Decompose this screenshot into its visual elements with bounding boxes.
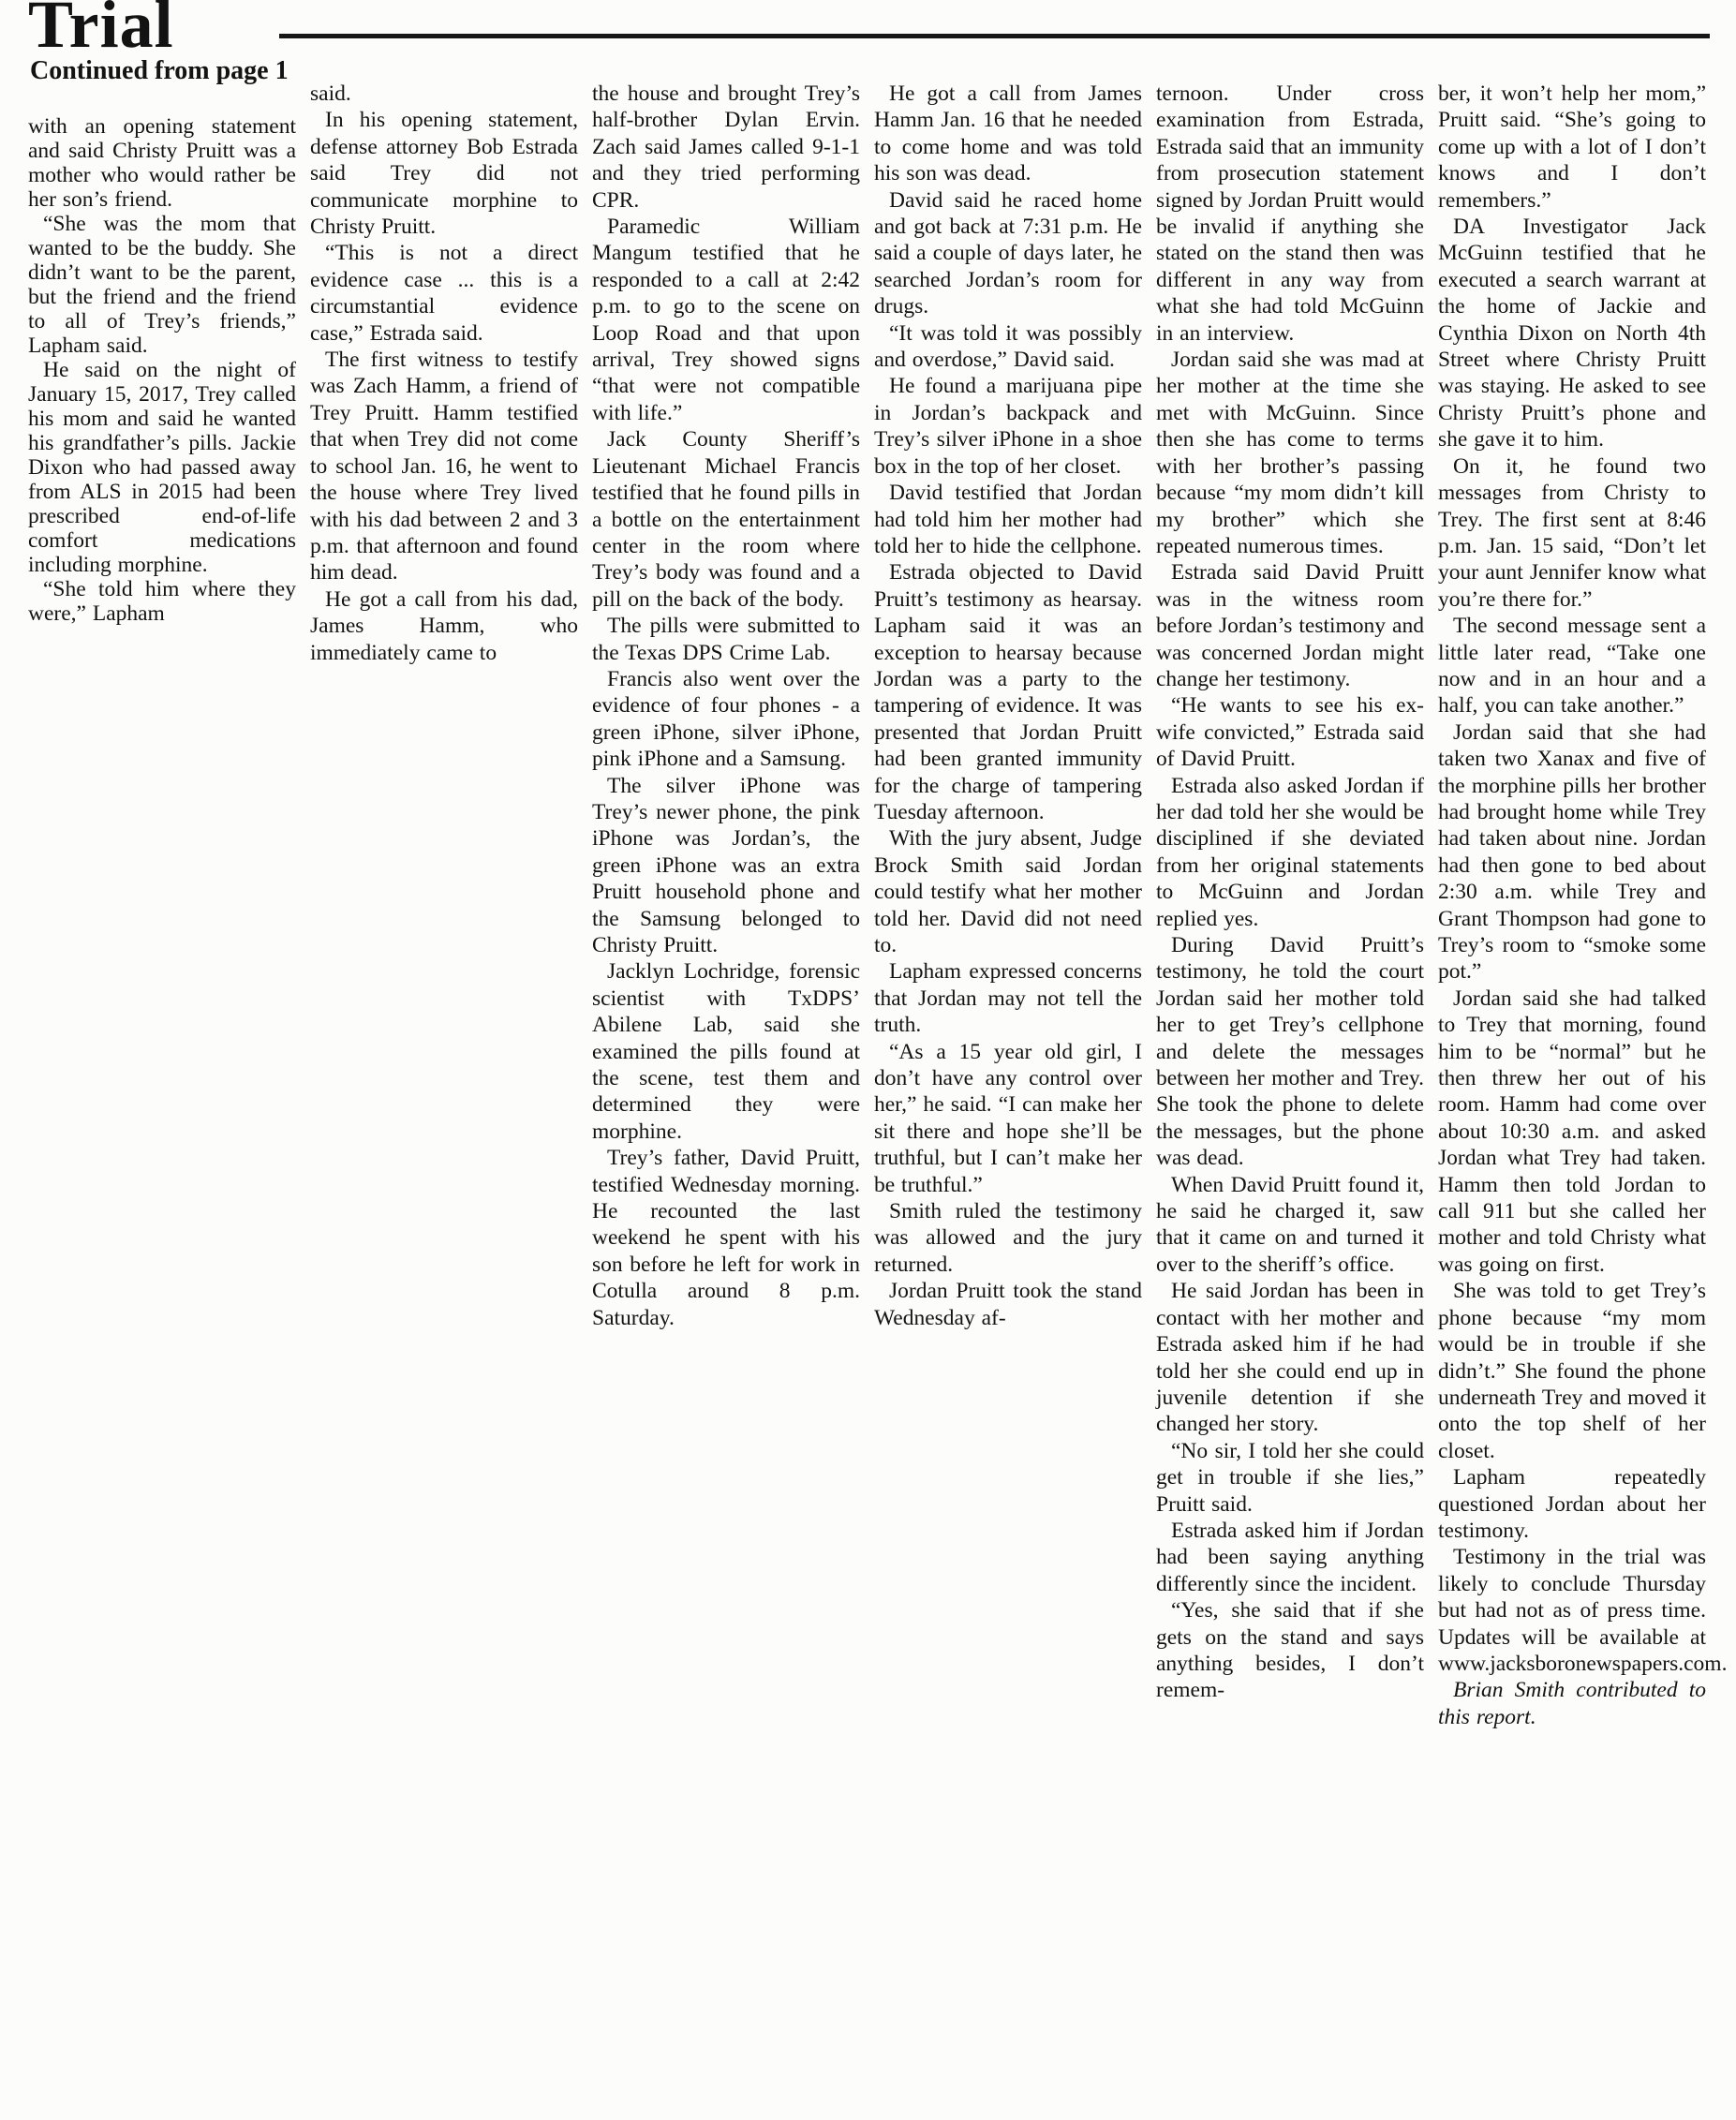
- article-columns: [28, 81, 1728, 1730]
- paragraph: Paramedic William Mangum testified that he responded to a call at 2:42 p.m. to go to the scene on Loop Road and that upon arrival, Trey showed signs “that were not compatible with life.”: [592, 215, 860, 425]
- paragraph: Estrada also asked Jordan if her dad told her she would be disciplined if she deviated from her original statements to McGuinn and Jordan replied yes.: [1156, 773, 1424, 931]
- paragraph: “She told him where they were,” Lapham: [28, 577, 296, 626]
- paragraph: “He wants to see his ex-wife convicted,” Estrada said of David Pruitt.: [1156, 693, 1424, 772]
- paragraph: “No sir, I told her she could get in trouble if she lies,” Pruitt said.: [1156, 1438, 1424, 1517]
- paragraph: DA Investigator Jack McGuinn testified that he executed a search warrant at the home of Jackie and Cynthia Dixon on North 4th Street where Christy Pruitt was staying. He asked to see Christy Pruitt’s phone and she gave it to him.: [1438, 215, 1706, 452]
- paragraph: Lapham repeatedly questioned Jordan about her testimony.: [1438, 1465, 1706, 1543]
- paragraph: Jordan said she was mad at her mother at the time she met with McGuinn. Since then she has come to terms with her brother’s passing because “my mom didn’t kill my brother” which she repeated numerous times.: [1156, 348, 1424, 558]
- article-column-2: [310, 81, 578, 666]
- paragraph: When David Pruitt found it, he said he charged it, saw that it came on and turned it over to the sheriff’s office.: [1156, 1172, 1424, 1277]
- paragraph: Estrada objected to David Pruitt’s testimony as hearsay. Lapham said it was an exception to hearsay because Jordan was a party to the tampering of evidence. It was presented that Jordan Pruitt had been granted immunity for the charge of tampering Tuesday afternoon.: [874, 560, 1142, 824]
- paragraph: Jordan Pruitt took the stand Wednesday af-: [874, 1279, 1142, 1330]
- paragraph: He got a call from James Hamm Jan. 16 that he needed to come home and was told his son was dead.: [874, 82, 1142, 186]
- paragraph: Testimony in the trial was likely to conclude Thursday but had not as of press time. Updates will be available at www.jacksboronewspapers.com.: [1438, 1545, 1728, 1676]
- article-column-3: [592, 81, 860, 1331]
- credit-line: Brian Smith contributed to this report.: [1438, 1678, 1706, 1729]
- article-headline: Trial: [28, 0, 174, 62]
- paragraph: said.: [310, 82, 351, 106]
- paragraph: “She was the mom that wanted to be the buddy. She didn’t want to be the parent, but the friend and the friend to all of Trey’s friends,” Lapham said.: [28, 212, 296, 358]
- paragraph: ber, it won’t help her mom,” Pruitt said. “She’s going to come up with a lot of I don’t knows and I don’t remembers.”: [1438, 82, 1706, 213]
- paragraph: On it, he found two messages from Christy to Trey. The first sent at 8:46 p.m. Jan. 15 said, “Don’t let your aunt Jennifer know what you’re there for.”: [1438, 453, 1706, 612]
- paragraph: ternoon. Under cross examination from Estrada, Estrada said that an immunity from prosecution statement signed by Jordan Pruitt would be invalid if anything she stated on the stand then was different in any way from what she had told McGuinn in an interview.: [1156, 82, 1424, 346]
- paragraph: Jordan said that she had taken two Xanax and five of the morphine pills her brother had brought home while Trey had taken about nine. Jordan had then gone to bed about 2:30 a.m. while Trey and Grant Thompson had gone to Trey’s room to “smoke some pot.”: [1438, 719, 1706, 985]
- paragraph: She was told to get Trey’s phone because “my mom would be in trouble if she didn’t.” She found the phone underneath Trey and moved it onto the top shelf of her closet.: [1438, 1279, 1706, 1463]
- paragraph: He said Jordan has been in contact with her mother and Estrada asked him if he had told her she could end up in juvenile detention if she changed her story.: [1156, 1279, 1424, 1437]
- paragraph: Lapham expressed concerns that Jordan may not tell the truth.: [874, 959, 1142, 1038]
- article-column-4: [874, 81, 1142, 1331]
- paragraph: “It was told it was possibly and overdose,” David said.: [874, 320, 1142, 373]
- paragraph: With the jury absent, Judge Brock Smith said Jordan could testify what her mother told her. David did not need to.: [874, 826, 1142, 957]
- headline-rule: [279, 34, 1710, 38]
- paragraph: Smith ruled the testimony was allowed and the jury returned.: [874, 1199, 1142, 1277]
- paragraph: David said he raced home and got back at 7:31 p.m. He said a couple of days later, he searched Jordan’s room for drugs.: [874, 187, 1142, 319]
- paragraph: Estrada said David Pruitt was in the witness room before Jordan’s testimony and was concerned Jordan might change her testimony.: [1156, 560, 1424, 691]
- paragraph: In his opening statement, defense attorney Bob Estrada said Trey did not communicate morphine to Christy Pruitt.: [310, 108, 578, 240]
- paragraph: He got a call from his dad, James Hamm, who immediately came to: [310, 586, 578, 665]
- article-column-5: [1156, 81, 1424, 1704]
- paragraph: He said on the night of January 15, 2017, Trey called his mom and said he wanted his grandfather’s pills. Jackie Dixon who had passed away from ALS in 2015 had been prescribed end-of-life comfort medications including morphine.: [28, 358, 296, 577]
- continued-from-label: Continued from page 1: [30, 56, 289, 85]
- paragraph: with an opening statement and said Christy Pruitt was a mother who would rather be her son’s friend.: [28, 114, 296, 212]
- paragraph: Trey’s father, David Pruitt, testified Wednesday morning. He recounted the last weekend he spent with his son before he left for work in Cotulla around 8 p.m. Saturday.: [592, 1146, 860, 1330]
- paragraph: Jacklyn Lochridge, forensic scientist with TxDPS’ Abilene Lab, said she examined the pills found at the scene, test them and determined they were morphine.: [592, 959, 860, 1144]
- paragraph: Jack County Sheriff’s Lieutenant Michael Francis testified that he found pills in a bottle on the entertainment center in the room where Trey’s body was found and a pill on the back of the body.: [592, 427, 860, 612]
- paragraph: Jordan said she had talked to Trey that morning, found him to be “normal” but he then threw her out of his room. Hamm had come over about 10:30 a.m. and asked Jordan what Trey had taken. Hamm then told Jordan to call 911 but she called her mother and told Christy what was going on first.: [1438, 986, 1706, 1277]
- paragraph: “This is not a direct evidence case ... this is a circumstantial evidence case,” Estrada said.: [310, 241, 578, 346]
- paragraph: David testified that Jordan had told him her mother had told her to hide the cellphone.: [874, 481, 1142, 558]
- article-column-1: [28, 81, 296, 626]
- paragraph: The second message sent a little later read, “Take one now and in an hour and a half, you can take another.”: [1438, 614, 1706, 719]
- paragraph: “As a 15 year old girl, I don’t have any control over her,” he said. “I can make her sit there and hope she’ll be truthful, but I can’t make her be truthful.”: [874, 1039, 1142, 1197]
- paragraph: The first witness to testify was Zach Hamm, a friend of Trey Pruitt. Hamm testified that when Trey did not come to school Jan. 16, he went to the house where Trey lived with his dad between 2 and 3 p.m. that afternoon and found him dead.: [310, 348, 578, 586]
- article-column-6: [1438, 81, 1728, 1730]
- paragraph: The pills were submitted to the Texas DPS Crime Lab.: [592, 614, 860, 665]
- paragraph: Francis also went over the evidence of four phones - a green iPhone, silver iPhone, pink iPhone and a Samsung.: [592, 666, 860, 772]
- paragraph: During David Pruitt’s testimony, he told the court Jordan said her mother told her to get Trey’s cellphone and delete the messages between her mother and Trey. She took the phone to delete the messages, but the phone was dead.: [1156, 933, 1424, 1171]
- paragraph: He found a marijuana pipe in Jordan’s backpack and Trey’s silver iPhone in a shoe box in the top of her closet.: [874, 374, 1142, 479]
- paragraph: The silver iPhone was Trey’s newer phone, the pink iPhone was Jordan’s, the green iPhone was an extra Pruitt household phone and the Samsung belonged to Christy Pruitt.: [592, 773, 860, 957]
- paragraph: “Yes, she said that if she gets on the stand and says anything besides, I don’t remem-: [1156, 1598, 1424, 1703]
- paragraph: the house and brought Trey’s half-brother Dylan Ervin. Zach said James called 9-1-1 and they tried performing CPR.: [592, 82, 860, 213]
- paragraph: Estrada asked him if Jordan had been saying anything differently since the incident.: [1156, 1518, 1424, 1596]
